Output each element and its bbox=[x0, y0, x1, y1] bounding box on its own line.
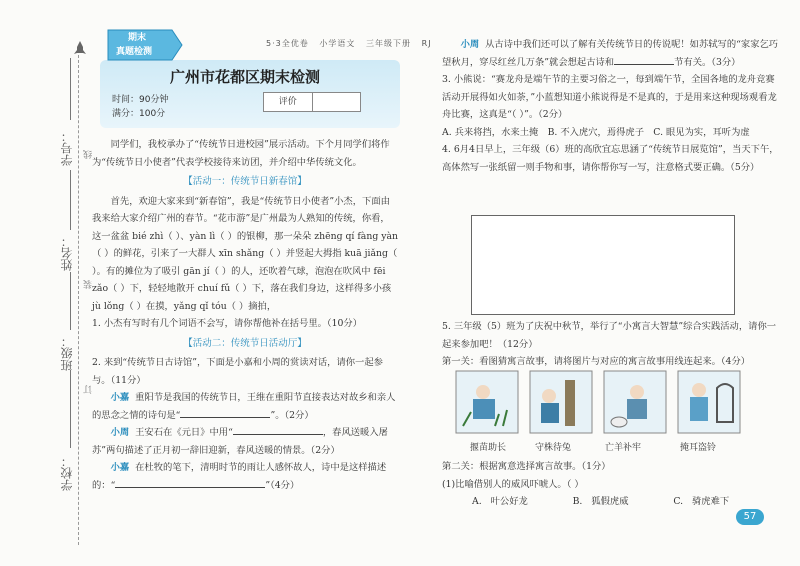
left-column bbox=[92, 136, 398, 494]
caption-2: 守株待兔 bbox=[535, 443, 572, 453]
activity-1-paragraph: 首先，欢迎大家来到“新春馆”，我是“传统节日小使者”小杰，下面由我来给大家介绍广州的春节。“花市游”是广州最为人熟知的传统，你看，这一盆盆 bié zhì（ ）、yàn lì（ ）的银柳，那一朵朵 zhēng qí fàng yàn（ ）的鲜花，引来了一大群人 xīn shǎng（ ）并竖起大拇指 kuā jiǎng（ ）。有的摊位为了吸引 gān jí（ ）的人，还吹着气球，泡泡在吹风中 fēi zǎo（ ）下，轻轻地散开 chuí fǔ（ ）下，落在我们身边，这样得多小孩 jù lǒng（ ）在摸，yǎng qǐ tóu（ ）摘拍， bbox=[92, 195, 399, 312]
question-2: 2. 来到“传统节日古诗馆”，下面是小嘉和小周的赏读对话，请你一起参与。（11分） bbox=[92, 357, 383, 386]
time-text: 时间：90分钟 bbox=[112, 95, 169, 105]
subject-text: 小学语文 bbox=[319, 39, 356, 48]
writing-box[interactable] bbox=[471, 215, 735, 315]
bind-mark: 装 bbox=[84, 280, 94, 289]
edition-text: RJ bbox=[421, 39, 432, 48]
caption-4: 掩耳盗铃 bbox=[680, 443, 717, 453]
answer-blank[interactable] bbox=[233, 424, 323, 435]
class-label: 班级： bbox=[60, 335, 74, 371]
dialog-xiaozhou-1: 小周 王安石在《元日》中用“ ，春风送暖入屠苏”两句描述了正月初一辞旧迎新，春风送暖的情景。（2分） bbox=[92, 424, 398, 459]
speaker-name: 小嘉 bbox=[110, 392, 130, 403]
dialog-xiaojia-2: 小嘉 在杜牧的笔下，清明时节的雨让人感怀故人，诗中是这样描述的：“ ”（4分） bbox=[92, 462, 387, 491]
page-title: 广州市花都区期末检测 bbox=[170, 68, 321, 86]
badge-text-1: 期末 bbox=[128, 33, 147, 43]
caption-1: 揠苗助长 bbox=[470, 443, 507, 453]
class-line bbox=[70, 272, 71, 330]
full-score-text: 满分：100分 bbox=[112, 109, 166, 119]
question-5: 5. 三年级（5）班为了庆祝中秋节，举行了“小寓言大智慧”综合实践活动，请你一起来参加吧！（12分） bbox=[442, 321, 777, 350]
story-picture-3 bbox=[603, 370, 667, 434]
answer-blank[interactable] bbox=[614, 54, 674, 65]
story-picture-1 bbox=[455, 370, 519, 434]
caption-3: 亡羊补牢 bbox=[605, 443, 642, 453]
grade-text: 三年级下册 bbox=[366, 39, 412, 48]
option-b[interactable]: B. 狐假虎威 bbox=[572, 496, 629, 507]
story-picture-4 bbox=[677, 370, 741, 434]
dialog-xiaojia-1: 小嘉 重阳节是我国的传统节日，王维在重阳节直接表达对故乡和亲人的思念之情的诗句是“ ”。（2分） bbox=[92, 392, 396, 421]
school-line bbox=[70, 370, 71, 448]
round-2-title: 第二关：根据寓意选择寓言故事。（1分） bbox=[442, 461, 611, 472]
series-text: 5·3全优卷 bbox=[266, 39, 309, 48]
student-number-line bbox=[70, 58, 71, 120]
round-2-question: (1)比喻借别人的威风吓唬人。（ ） bbox=[442, 478, 584, 490]
speaker-name: 小周 bbox=[110, 427, 130, 438]
score-label: 评价 bbox=[264, 93, 313, 111]
round-2-options bbox=[442, 493, 780, 511]
right-column-lower bbox=[442, 318, 780, 371]
header-meta bbox=[266, 38, 432, 49]
school-label: 学校： bbox=[60, 455, 74, 491]
right-column bbox=[442, 36, 780, 176]
question-4: 4. 6月4日早上，三年级（6）班的高欣宜忘思涵了“传统节日展览馆”，当天下午，高体然写一张纸留一则手物和事，请你帮你写一写，注意格式要正确。（5分） bbox=[442, 144, 779, 173]
badge-text-2: 真题检测 bbox=[116, 47, 153, 57]
option-a[interactable]: A. 叶公好龙 bbox=[472, 496, 528, 507]
name-label: 姓名： bbox=[60, 235, 74, 271]
cut-mark: 线 bbox=[84, 150, 94, 159]
round-2 bbox=[442, 458, 780, 511]
intro-paragraph: 同学们，我校承办了“传统节日进校园”展示活动。下个月同学们将作为“传统节日小使者”代表学校接待来访团，并介绍中华传统文化。 bbox=[92, 139, 390, 168]
question-3: 3. 小熊说：“赛龙舟是端午节的主要习俗之一，每到端午节，全国各地的龙舟竞赛活动开展得如火如荼，”小蓝想知道小熊说得是不是真的，于是用来这种现场观看龙舟比赛，这真是“（ ）”。（2分） bbox=[442, 74, 777, 120]
activity-2-heading: 【活动二：传统节日活动厅】 bbox=[183, 337, 307, 349]
question-1: 1. 小杰有写时有几个词语不会写，请你帮他补在括号里。（10分） bbox=[92, 318, 363, 329]
page-number: 57 bbox=[736, 509, 764, 525]
answer-blank[interactable] bbox=[115, 477, 265, 488]
rocket-icon bbox=[72, 40, 88, 58]
option-c[interactable]: C. 骑虎难下 bbox=[673, 496, 730, 507]
speaker-name: 小周 bbox=[460, 39, 480, 50]
story-picture-2 bbox=[529, 370, 593, 434]
score-blank bbox=[313, 93, 361, 111]
speaker-name: 小嘉 bbox=[110, 462, 130, 473]
question-3-options: A. 兵来将挡，水来土掩 B. 不入虎穴，焉得虎子 C. 眼见为实，耳听为虚 bbox=[442, 126, 750, 138]
binding-spine bbox=[0, 0, 94, 566]
student-number-label: 学号： bbox=[60, 130, 74, 166]
dialog-xiaozhou-2: 小周 从古诗中我们还可以了解有关传统节日的传说呢！如苏轼写的“家家乞巧望秋月，穿尽红丝几万条”就会想起古诗和 节有关。（3分） bbox=[442, 39, 779, 68]
score-box bbox=[263, 92, 361, 112]
activity-1-heading: 【活动一：传统节日新春馆】 bbox=[183, 176, 307, 187]
answer-blank[interactable] bbox=[180, 407, 270, 418]
cut-dashed-line bbox=[78, 55, 79, 545]
round-1: 第一关：看图猜寓言故事，请将图片与对应的寓言故事用线连起来。（4分） bbox=[442, 356, 751, 367]
story-pictures bbox=[453, 370, 773, 434]
staple-mark: 订 bbox=[84, 385, 94, 394]
name-line bbox=[70, 170, 71, 230]
